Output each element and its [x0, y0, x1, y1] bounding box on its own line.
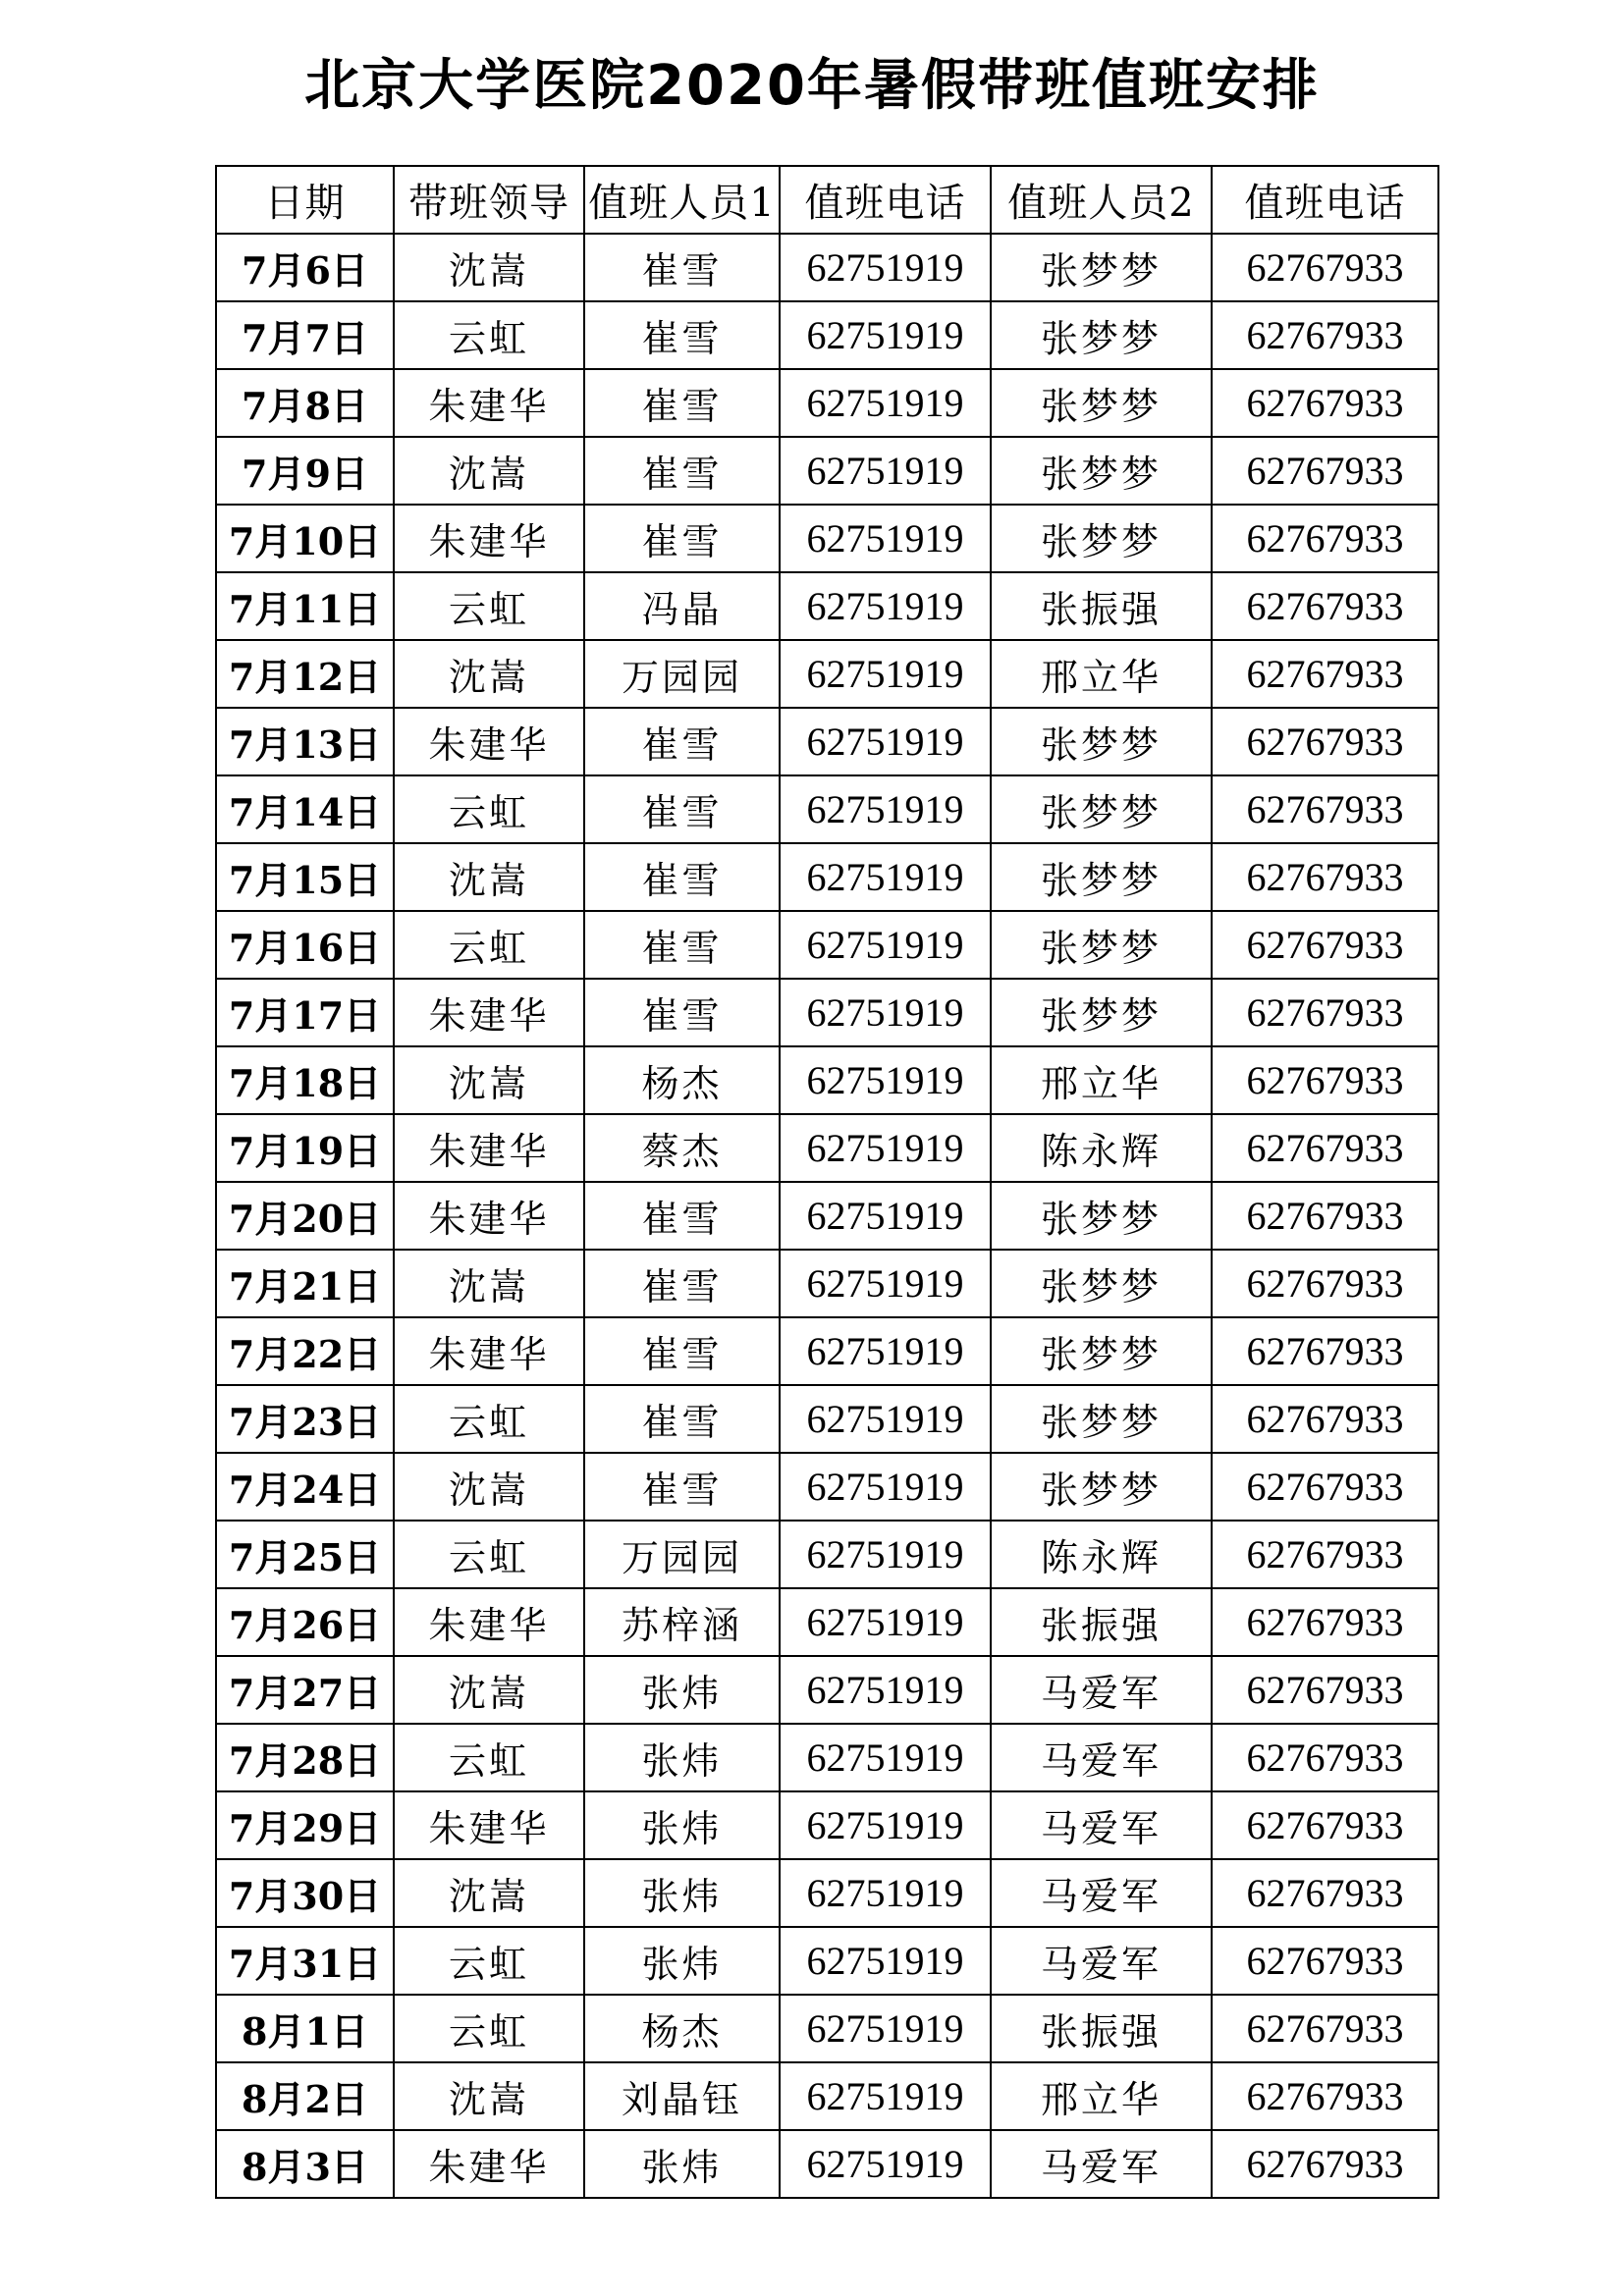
phone-1-cell: 62751919: [780, 1114, 991, 1182]
staff-2-cell: 张梦梦: [991, 1453, 1212, 1521]
table-row: [216, 979, 1438, 1046]
leader-cell: 朱建华: [394, 505, 584, 572]
leader-cell: 沈嵩: [394, 2062, 584, 2130]
header-date: 日期: [216, 166, 394, 234]
phone-2-cell: 62767933: [1212, 2130, 1438, 2198]
date-cell: 8月3日: [216, 2130, 394, 2198]
staff-2-cell: 张梦梦: [991, 1250, 1212, 1317]
staff-2-cell: 马爱军: [991, 1724, 1212, 1791]
staff-2-cell: 邢立华: [991, 2062, 1212, 2130]
phone-1-cell: 62751919: [780, 369, 991, 437]
table-row: [216, 572, 1438, 640]
phone-1-cell: 62751919: [780, 1791, 991, 1859]
leader-cell: 沈嵩: [394, 1250, 584, 1317]
staff-2-cell: 张梦梦: [991, 843, 1212, 911]
date-cell: 7月20日: [216, 1182, 394, 1250]
date-cell: 7月18日: [216, 1046, 394, 1114]
staff-1-cell: 崔雪: [584, 1453, 780, 1521]
leader-cell: 沈嵩: [394, 640, 584, 708]
table-row: [216, 775, 1438, 843]
staff-2-cell: 张梦梦: [991, 437, 1212, 505]
phone-2-cell: 62767933: [1212, 234, 1438, 301]
table-row: [216, 369, 1438, 437]
table-row: [216, 437, 1438, 505]
phone-1-cell: 62751919: [780, 572, 991, 640]
staff-2-cell: 张振强: [991, 1995, 1212, 2062]
phone-2-cell: 62767933: [1212, 775, 1438, 843]
table-row: [216, 911, 1438, 979]
table-row: [216, 1859, 1438, 1927]
phone-1-cell: 62751919: [780, 1995, 991, 2062]
duty-schedule-table: [215, 165, 1439, 2199]
phone-2-cell: 62767933: [1212, 708, 1438, 775]
staff-2-cell: 张振强: [991, 1588, 1212, 1656]
date-cell: 7月10日: [216, 505, 394, 572]
header-phone-1: 值班电话: [780, 166, 991, 234]
leader-cell: 朱建华: [394, 1791, 584, 1859]
date-cell: 7月19日: [216, 1114, 394, 1182]
staff-2-cell: 陈永辉: [991, 1114, 1212, 1182]
leader-cell: 朱建华: [394, 1317, 584, 1385]
table-row: [216, 1995, 1438, 2062]
table-row: [216, 708, 1438, 775]
staff-1-cell: 张炜: [584, 1927, 780, 1995]
phone-2-cell: 62767933: [1212, 1588, 1438, 1656]
leader-cell: 云虹: [394, 301, 584, 369]
staff-1-cell: 崔雪: [584, 234, 780, 301]
leader-cell: 云虹: [394, 1724, 584, 1791]
phone-1-cell: 62751919: [780, 1453, 991, 1521]
phone-1-cell: 62751919: [780, 301, 991, 369]
table-row: [216, 1250, 1438, 1317]
staff-1-cell: 崔雪: [584, 301, 780, 369]
phone-2-cell: 62767933: [1212, 1927, 1438, 1995]
staff-2-cell: 张振强: [991, 572, 1212, 640]
staff-1-cell: 崔雪: [584, 1182, 780, 1250]
date-cell: 7月17日: [216, 979, 394, 1046]
table-row: [216, 1656, 1438, 1724]
table-row: [216, 1791, 1438, 1859]
phone-2-cell: 62767933: [1212, 369, 1438, 437]
phone-1-cell: 62751919: [780, 775, 991, 843]
phone-1-cell: 62751919: [780, 1927, 991, 1995]
table-row: [216, 1453, 1438, 1521]
leader-cell: 云虹: [394, 572, 584, 640]
staff-1-cell: 崔雪: [584, 1317, 780, 1385]
staff-1-cell: 冯晶: [584, 572, 780, 640]
phone-2-cell: 62767933: [1212, 1453, 1438, 1521]
staff-1-cell: 崔雪: [584, 979, 780, 1046]
phone-2-cell: 62767933: [1212, 2062, 1438, 2130]
staff-1-cell: 张炜: [584, 1859, 780, 1927]
leader-cell: 朱建华: [394, 1114, 584, 1182]
leader-cell: 沈嵩: [394, 1453, 584, 1521]
date-cell: 7月8日: [216, 369, 394, 437]
phone-2-cell: 62767933: [1212, 505, 1438, 572]
phone-1-cell: 62751919: [780, 1317, 991, 1385]
staff-2-cell: 张梦梦: [991, 775, 1212, 843]
staff-2-cell: 陈永辉: [991, 1521, 1212, 1588]
table-row: [216, 1114, 1438, 1182]
phone-2-cell: 62767933: [1212, 1656, 1438, 1724]
phone-2-cell: 62767933: [1212, 301, 1438, 369]
table-row: [216, 1182, 1438, 1250]
staff-2-cell: 张梦梦: [991, 1385, 1212, 1453]
leader-cell: 沈嵩: [394, 1859, 584, 1927]
date-cell: 7月29日: [216, 1791, 394, 1859]
header-leader: 带班领导: [394, 166, 584, 234]
staff-1-cell: 崔雪: [584, 505, 780, 572]
phone-1-cell: 62751919: [780, 1656, 991, 1724]
date-cell: 8月1日: [216, 1995, 394, 2062]
phone-1-cell: 62751919: [780, 2062, 991, 2130]
phone-2-cell: 62767933: [1212, 911, 1438, 979]
staff-2-cell: 马爱军: [991, 2130, 1212, 2198]
table-row: [216, 1588, 1438, 1656]
date-cell: 7月25日: [216, 1521, 394, 1588]
staff-1-cell: 万园园: [584, 1521, 780, 1588]
phone-2-cell: 62767933: [1212, 437, 1438, 505]
phone-1-cell: 62751919: [780, 1385, 991, 1453]
phone-1-cell: 62751919: [780, 979, 991, 1046]
table-row: [216, 2130, 1438, 2198]
date-cell: 8月2日: [216, 2062, 394, 2130]
leader-cell: 云虹: [394, 911, 584, 979]
staff-1-cell: 万园园: [584, 640, 780, 708]
table-row: [216, 843, 1438, 911]
header-staff-1: 值班人员1: [584, 166, 780, 234]
staff-2-cell: 邢立华: [991, 640, 1212, 708]
phone-1-cell: 62751919: [780, 640, 991, 708]
header-phone-2: 值班电话: [1212, 166, 1438, 234]
staff-2-cell: 张梦梦: [991, 505, 1212, 572]
staff-2-cell: 张梦梦: [991, 234, 1212, 301]
date-cell: 7月14日: [216, 775, 394, 843]
staff-1-cell: 蔡杰: [584, 1114, 780, 1182]
leader-cell: 云虹: [394, 1995, 584, 2062]
date-cell: 7月21日: [216, 1250, 394, 1317]
phone-1-cell: 62751919: [780, 1250, 991, 1317]
date-cell: 7月23日: [216, 1385, 394, 1453]
phone-2-cell: 62767933: [1212, 1317, 1438, 1385]
table-row: [216, 640, 1438, 708]
date-cell: 7月28日: [216, 1724, 394, 1791]
date-cell: 7月31日: [216, 1927, 394, 1995]
page-title: 北京大学医院2020年暑假带班值班安排: [304, 54, 1320, 118]
phone-2-cell: 62767933: [1212, 1250, 1438, 1317]
table-row: [216, 1724, 1438, 1791]
date-cell: 7月6日: [216, 234, 394, 301]
leader-cell: 沈嵩: [394, 437, 584, 505]
staff-2-cell: 马爱军: [991, 1656, 1212, 1724]
staff-2-cell: 张梦梦: [991, 911, 1212, 979]
table-row: [216, 1385, 1438, 1453]
phone-1-cell: 62751919: [780, 843, 991, 911]
leader-cell: 沈嵩: [394, 234, 584, 301]
date-cell: 7月26日: [216, 1588, 394, 1656]
phone-2-cell: 62767933: [1212, 1521, 1438, 1588]
phone-1-cell: 62751919: [780, 911, 991, 979]
staff-1-cell: 张炜: [584, 1656, 780, 1724]
staff-1-cell: 崔雪: [584, 843, 780, 911]
leader-cell: 云虹: [394, 1927, 584, 1995]
phone-2-cell: 62767933: [1212, 1182, 1438, 1250]
phone-1-cell: 62751919: [780, 1046, 991, 1114]
date-cell: 7月11日: [216, 572, 394, 640]
table-row: [216, 301, 1438, 369]
staff-1-cell: 崔雪: [584, 369, 780, 437]
phone-2-cell: 62767933: [1212, 843, 1438, 911]
staff-1-cell: 苏梓涵: [584, 1588, 780, 1656]
phone-1-cell: 62751919: [780, 1724, 991, 1791]
date-cell: 7月15日: [216, 843, 394, 911]
leader-cell: 沈嵩: [394, 843, 584, 911]
staff-1-cell: 刘晶钰: [584, 2062, 780, 2130]
staff-2-cell: 张梦梦: [991, 708, 1212, 775]
phone-2-cell: 62767933: [1212, 1385, 1438, 1453]
table-row: [216, 1317, 1438, 1385]
staff-2-cell: 邢立华: [991, 1046, 1212, 1114]
leader-cell: 朱建华: [394, 1182, 584, 1250]
phone-1-cell: 62751919: [780, 1859, 991, 1927]
staff-1-cell: 崔雪: [584, 1385, 780, 1453]
leader-cell: 朱建华: [394, 369, 584, 437]
phone-2-cell: 62767933: [1212, 1995, 1438, 2062]
staff-2-cell: 张梦梦: [991, 1182, 1212, 1250]
leader-cell: 沈嵩: [394, 1656, 584, 1724]
table-row: [216, 234, 1438, 301]
phone-1-cell: 62751919: [780, 708, 991, 775]
phone-1-cell: 62751919: [780, 1588, 991, 1656]
table-row: [216, 1927, 1438, 1995]
staff-2-cell: 张梦梦: [991, 369, 1212, 437]
phone-2-cell: 62767933: [1212, 640, 1438, 708]
phone-2-cell: 62767933: [1212, 1114, 1438, 1182]
leader-cell: 朱建华: [394, 2130, 584, 2198]
staff-2-cell: 张梦梦: [991, 979, 1212, 1046]
staff-1-cell: 杨杰: [584, 1046, 780, 1114]
phone-1-cell: 62751919: [780, 1182, 991, 1250]
staff-1-cell: 崔雪: [584, 708, 780, 775]
table-header: [216, 166, 1438, 234]
date-cell: 7月27日: [216, 1656, 394, 1724]
date-cell: 7月22日: [216, 1317, 394, 1385]
leader-cell: 朱建华: [394, 1588, 584, 1656]
leader-cell: 云虹: [394, 775, 584, 843]
header-row: [216, 166, 1438, 234]
date-cell: 7月24日: [216, 1453, 394, 1521]
leader-cell: 云虹: [394, 1521, 584, 1588]
leader-cell: 沈嵩: [394, 1046, 584, 1114]
date-cell: 7月7日: [216, 301, 394, 369]
table-row: [216, 2062, 1438, 2130]
leader-cell: 朱建华: [394, 979, 584, 1046]
leader-cell: 云虹: [394, 1385, 584, 1453]
staff-1-cell: 张炜: [584, 1791, 780, 1859]
staff-1-cell: 崔雪: [584, 437, 780, 505]
date-cell: 7月13日: [216, 708, 394, 775]
table-body: [216, 234, 1438, 2198]
phone-2-cell: 62767933: [1212, 572, 1438, 640]
staff-2-cell: 张梦梦: [991, 1317, 1212, 1385]
table-row: [216, 1046, 1438, 1114]
date-cell: 7月12日: [216, 640, 394, 708]
phone-2-cell: 62767933: [1212, 1859, 1438, 1927]
leader-cell: 朱建华: [394, 708, 584, 775]
table-row: [216, 1521, 1438, 1588]
phone-1-cell: 62751919: [780, 1521, 991, 1588]
staff-1-cell: 崔雪: [584, 911, 780, 979]
phone-2-cell: 62767933: [1212, 979, 1438, 1046]
staff-1-cell: 崔雪: [584, 1250, 780, 1317]
phone-1-cell: 62751919: [780, 505, 991, 572]
phone-1-cell: 62751919: [780, 2130, 991, 2198]
staff-1-cell: 张炜: [584, 2130, 780, 2198]
date-cell: 7月9日: [216, 437, 394, 505]
phone-2-cell: 62767933: [1212, 1724, 1438, 1791]
header-staff-2: 值班人员2: [991, 166, 1212, 234]
staff-2-cell: 马爱军: [991, 1927, 1212, 1995]
phone-1-cell: 62751919: [780, 234, 991, 301]
staff-1-cell: 张炜: [584, 1724, 780, 1791]
phone-1-cell: 62751919: [780, 437, 991, 505]
date-cell: 7月30日: [216, 1859, 394, 1927]
staff-1-cell: 崔雪: [584, 775, 780, 843]
phone-2-cell: 62767933: [1212, 1791, 1438, 1859]
staff-2-cell: 马爱军: [991, 1859, 1212, 1927]
staff-1-cell: 杨杰: [584, 1995, 780, 2062]
phone-2-cell: 62767933: [1212, 1046, 1438, 1114]
table-row: [216, 505, 1438, 572]
staff-2-cell: 马爱军: [991, 1791, 1212, 1859]
date-cell: 7月16日: [216, 911, 394, 979]
staff-2-cell: 张梦梦: [991, 301, 1212, 369]
